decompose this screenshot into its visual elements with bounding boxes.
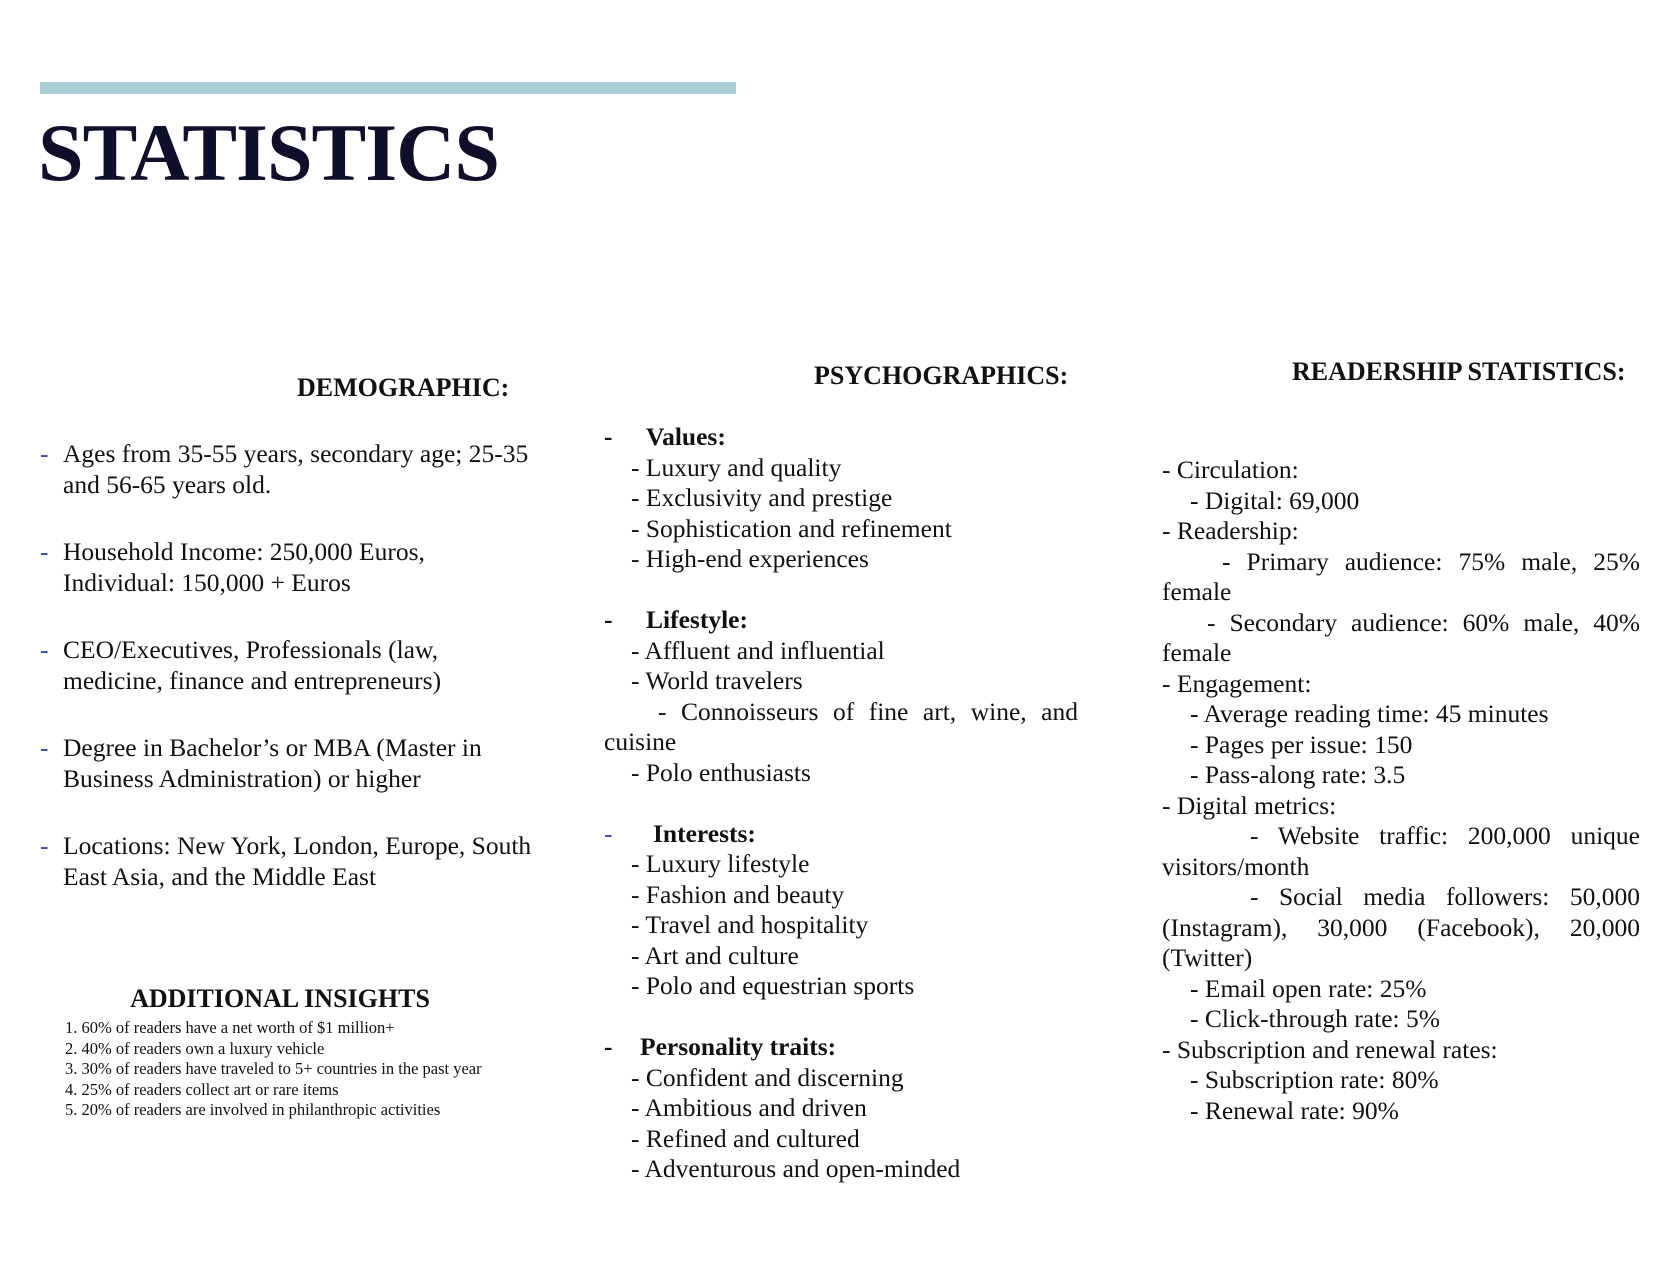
psychographics-group-lifestyle: - Lifestyle: - Affluent and influential - World travelers - Connoisseurs of fine art, wine, and cuisine - Polo enthusiasts	[604, 605, 1078, 787]
list-item: - Subscription rate: 80%	[1190, 1065, 1439, 1094]
demographic-heading: DEMOGRAPHIC:	[297, 373, 510, 402]
readership-heading: READERSHIP STATISTICS:	[1292, 357, 1626, 386]
list-item: - Travel and hospitality	[631, 910, 869, 939]
list-item: - Refined and cultured	[631, 1123, 860, 1153]
additional-insights-heading: ADDITIONAL INSIGHTS	[130, 984, 430, 1013]
psychographics-group-values: - Values: - Luxury and quality - Exclusivity and prestige - Sophistication and refinement - High-end experiences	[604, 422, 1078, 575]
additional-insights-list	[65, 1018, 495, 1121]
psychographics-heading: PSYCHOGRAPHICS:	[814, 361, 1069, 390]
list-item: - Renewal rate: 90%	[1190, 1095, 1399, 1125]
list-item: - Luxury and quality	[631, 452, 842, 482]
list-item: - Primary audience: 75% male, 25% female	[1162, 546, 1640, 606]
list-item: - Adventurous and open-minded	[631, 1154, 961, 1183]
list-item: 5. 20% of readers are involved in philanthropic activities	[65, 1100, 441, 1119]
list-item: - Confident and discerning	[631, 1062, 904, 1092]
list-item: - Locations: New York, London, Europe, South East Asia, and the Middle East	[40, 831, 532, 891]
psychographics-group-interests: - Interests: - Luxury lifestyle - Fashion and beauty - Travel and hospitality - Art and culture - Polo and equestrian sports	[604, 819, 1078, 1002]
readership-list	[1162, 455, 1640, 1126]
list-item: - Pages per issue: 150	[1190, 729, 1413, 759]
list-item: - World travelers	[631, 666, 803, 695]
list-item: - High-end experiences	[631, 544, 869, 573]
list-item: - Art and culture	[631, 940, 799, 970]
list-item: - Circulation:	[1162, 455, 1299, 484]
list-item: - Subscription and renewal rates:	[1162, 1034, 1498, 1064]
list-item: 1. 60% of readers have a net worth of $1 million+	[65, 1018, 395, 1037]
psychographics-group-personality: - Personality traits: - Confident and discerning - Ambitious and driven - Refined and cultured - Adventurous and open-minded	[604, 1032, 1078, 1185]
group-title: Personality traits:	[640, 1032, 837, 1061]
list-item: 2. 40% of readers own a luxury vehicle	[65, 1038, 325, 1058]
group-title: Lifestyle:	[646, 605, 748, 634]
group-title: Values:	[646, 422, 726, 451]
list-item: - Pass-along rate: 3.5	[1190, 760, 1406, 789]
list-item: - Luxury lifestyle	[631, 849, 810, 878]
list-item: - Fashion and beauty	[631, 879, 845, 909]
list-item: - Click-through rate: 5%	[1190, 1004, 1440, 1033]
list-item: 4. 25% of readers collect art or rare items	[65, 1079, 339, 1099]
list-item: - Engagement:	[1162, 668, 1312, 698]
list-item: - Website traffic: 200,000 unique visitors/month	[1162, 821, 1640, 881]
list-item: - Email open rate: 25%	[1190, 973, 1427, 1003]
group-title: Interests:	[653, 818, 756, 848]
list-item: - Affluent and influential	[631, 635, 885, 665]
list-item: - Polo and equestrian sports	[631, 971, 915, 1000]
list-item: - Secondary audience: 60% male, 40% female	[1162, 607, 1640, 667]
list-item: - Exclusivity and prestige	[631, 483, 893, 512]
list-item: 3. 30% of readers have traveled to 5+ countries in the past year	[65, 1059, 482, 1078]
list-item: - Average reading time: 45 minutes	[1190, 699, 1549, 728]
list-item: - Sophistication and refinement	[631, 513, 952, 543]
list-item: - CEO/Executives, Professionals (law, medicine, finance and entrepreneurs)	[40, 635, 442, 695]
list-item: - Household Income: 250,000 Euros, Individual: 150,000 + Euros	[40, 537, 425, 597]
list-item: - Social media followers: 50,000 (Instagram), 30,000 (Facebook), 20,000 (Twitter)	[1162, 882, 1640, 972]
demographic-list	[38, 438, 538, 928]
title-accent-bar	[40, 82, 736, 94]
list-item: - Ambitious and driven	[631, 1093, 867, 1122]
list-item: - Readership:	[1162, 516, 1299, 545]
list-item: - Ages from 35-55 years, secondary age; 25-35 and 56-65 years old.	[40, 439, 529, 499]
psychographics-list	[604, 422, 1078, 1215]
list-item: - Degree in Bachelor’s or MBA (Master in Business Administration) or higher	[40, 733, 482, 793]
list-item: - Digital: 69,000	[1190, 485, 1360, 515]
page-title: STATISTICS	[38, 107, 499, 198]
list-item: - Polo enthusiasts	[631, 757, 811, 787]
list-item: - Connoisseurs of fine art, wine, and cuisine	[604, 696, 1078, 756]
list-item: - Digital metrics:	[1162, 790, 1337, 820]
